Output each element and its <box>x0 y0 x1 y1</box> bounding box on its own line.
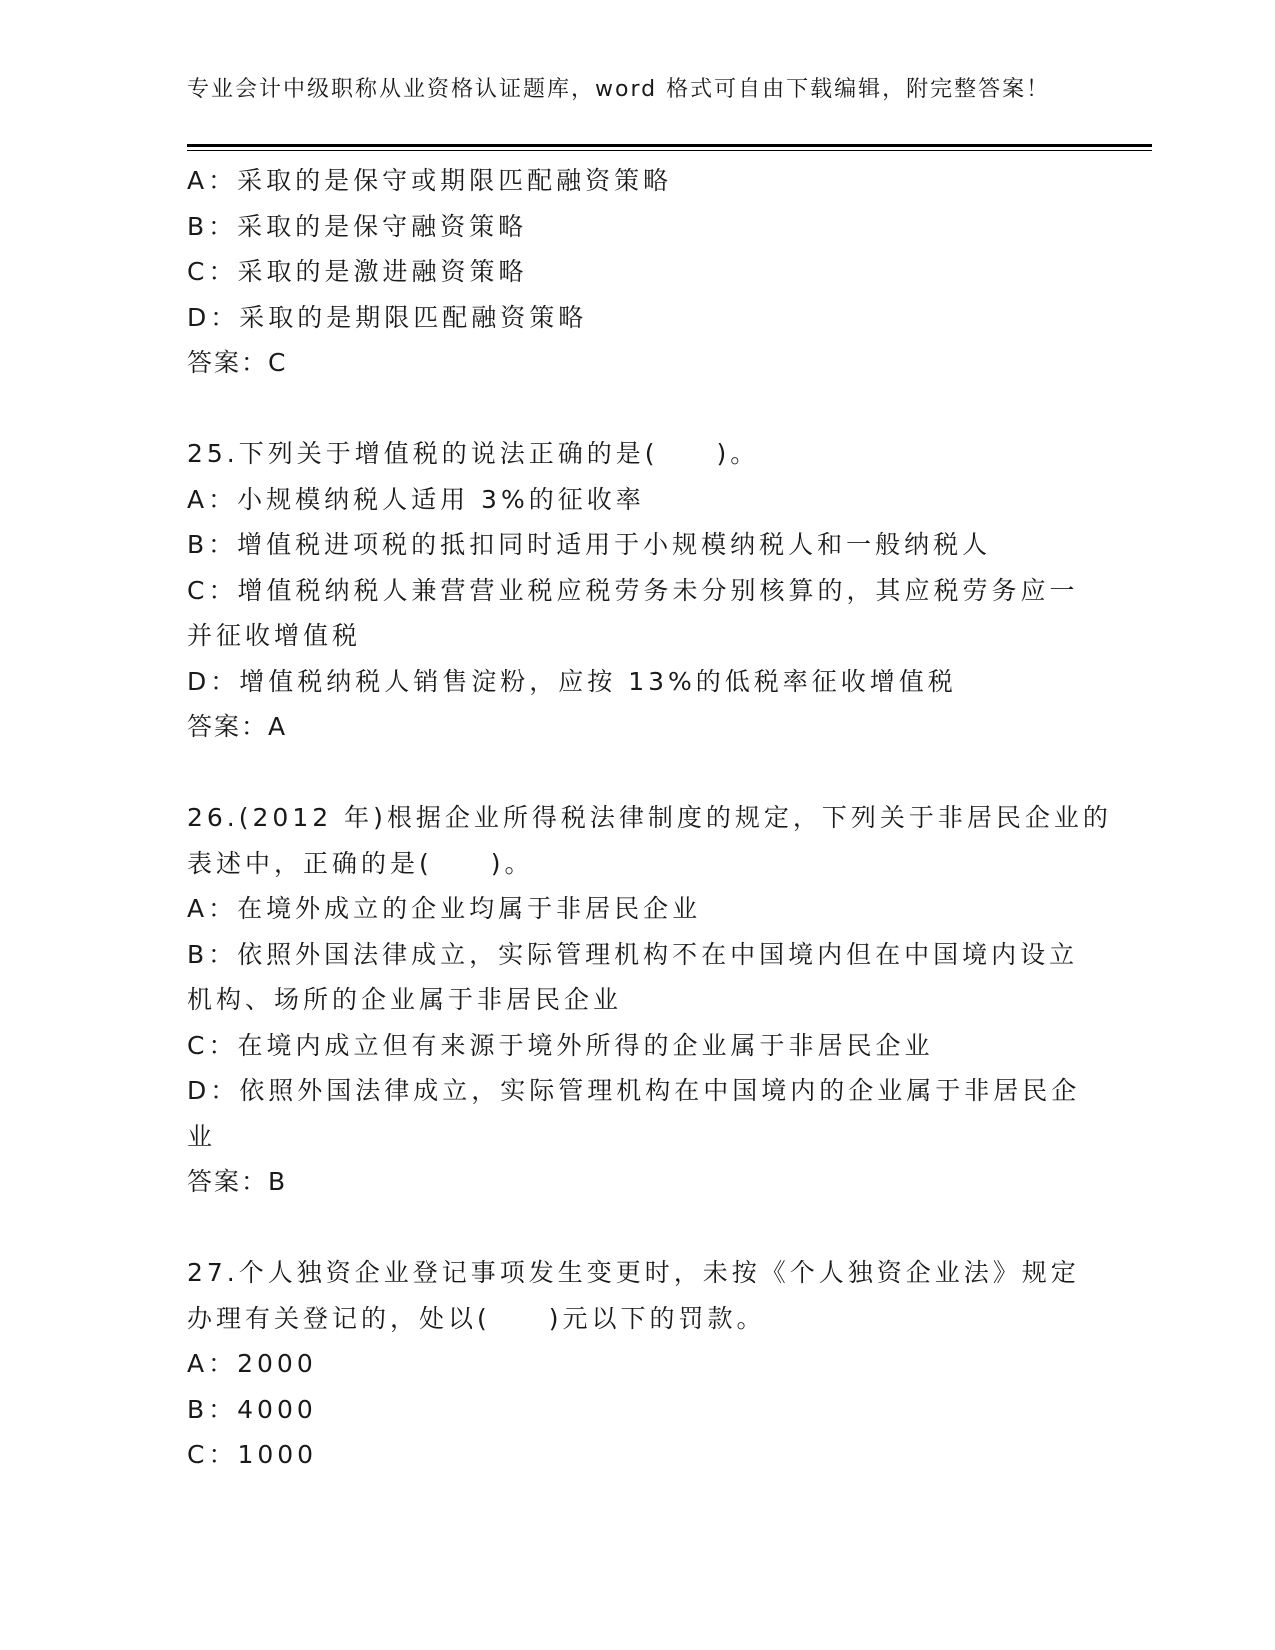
header-rule-thin <box>187 150 1152 151</box>
question-25 <box>187 431 1087 750</box>
q25-option-b: B：增值税进项税的抵扣同时适用于小规模纳税人和一般纳税人 <box>187 530 992 559</box>
question-27 <box>187 1250 1087 1478</box>
page-header: 专业会计中级职称从业资格认证题库，word 格式可自由下载编辑，附完整答案！ <box>187 77 1051 102</box>
question-content <box>187 158 1112 1478</box>
q26-option-b-line1: B：依照外国法律成立，实际管理机构不在中国境内但在中国境内设立 <box>187 939 1079 969</box>
spacer <box>187 386 1087 432</box>
q24-option-c: C：采取的是激进融资策略 <box>187 257 528 286</box>
q24-option-d: D：采取的是期限匹配融资策略 <box>187 302 588 332</box>
q25-stem: 25.下列关于增值税的说法正确的是( )。 <box>187 439 760 468</box>
q25-option-c-line1: C：增值税纳税人兼营营业税应税劳务未分别核算的，其应税劳务应一 <box>187 575 1079 605</box>
q26-stem-line2: 表述中，正确的是( )。 <box>187 848 534 878</box>
spacer <box>187 1205 1087 1251</box>
q26-option-d-line2: 业 <box>187 1121 217 1151</box>
q27-stem-line1: 27.个人独资企业登记事项发生变更时，未按《个人独资企业法》规定 <box>187 1258 1080 1287</box>
q27-option-b: B：4000 <box>187 1394 317 1424</box>
q26-option-b-line2: 机构、场所的企业属于非居民企业 <box>187 985 623 1014</box>
q26-answer: 答案：B <box>187 1167 288 1196</box>
q25-answer: 答案：A <box>187 712 288 741</box>
q26-option-a: A：在境外成立的企业均属于非居民企业 <box>187 894 702 923</box>
q25-option-a: A：小规模纳税人适用 3%的征收率 <box>187 484 645 514</box>
q26-option-c: C：在境内成立但有来源于境外所得的企业属于非居民企业 <box>187 1030 934 1060</box>
q25-option-c-line2: 并征收增值税 <box>187 621 362 650</box>
question-26 <box>187 795 1112 1205</box>
q26-option-d-line1: D：依照外国法律成立，实际管理机构在中国境内的企业属于非居民企 <box>187 1076 1081 1105</box>
question-24 <box>187 158 1087 386</box>
q24-option-b: B：采取的是保守融资策略 <box>187 211 528 241</box>
spacer <box>187 750 1087 796</box>
q27-stem-line2: 办理有关登记的，处以( )元以下的罚款。 <box>187 1303 766 1333</box>
q27-option-a: A：2000 <box>187 1349 317 1378</box>
header-rule-thick <box>187 144 1152 147</box>
q27-option-c: C：1000 <box>187 1440 318 1469</box>
q24-option-a: A：采取的是保守或期限匹配融资策略 <box>187 166 673 195</box>
q25-option-d: D：增值税纳税人销售淀粉，应按 13%的低税率征收增值税 <box>187 666 957 696</box>
q26-stem-line1: 26.(2012 年)根据企业所得税法律制度的规定，下列关于非居民企业的 <box>187 803 1112 832</box>
q24-answer: 答案：C <box>187 348 288 377</box>
